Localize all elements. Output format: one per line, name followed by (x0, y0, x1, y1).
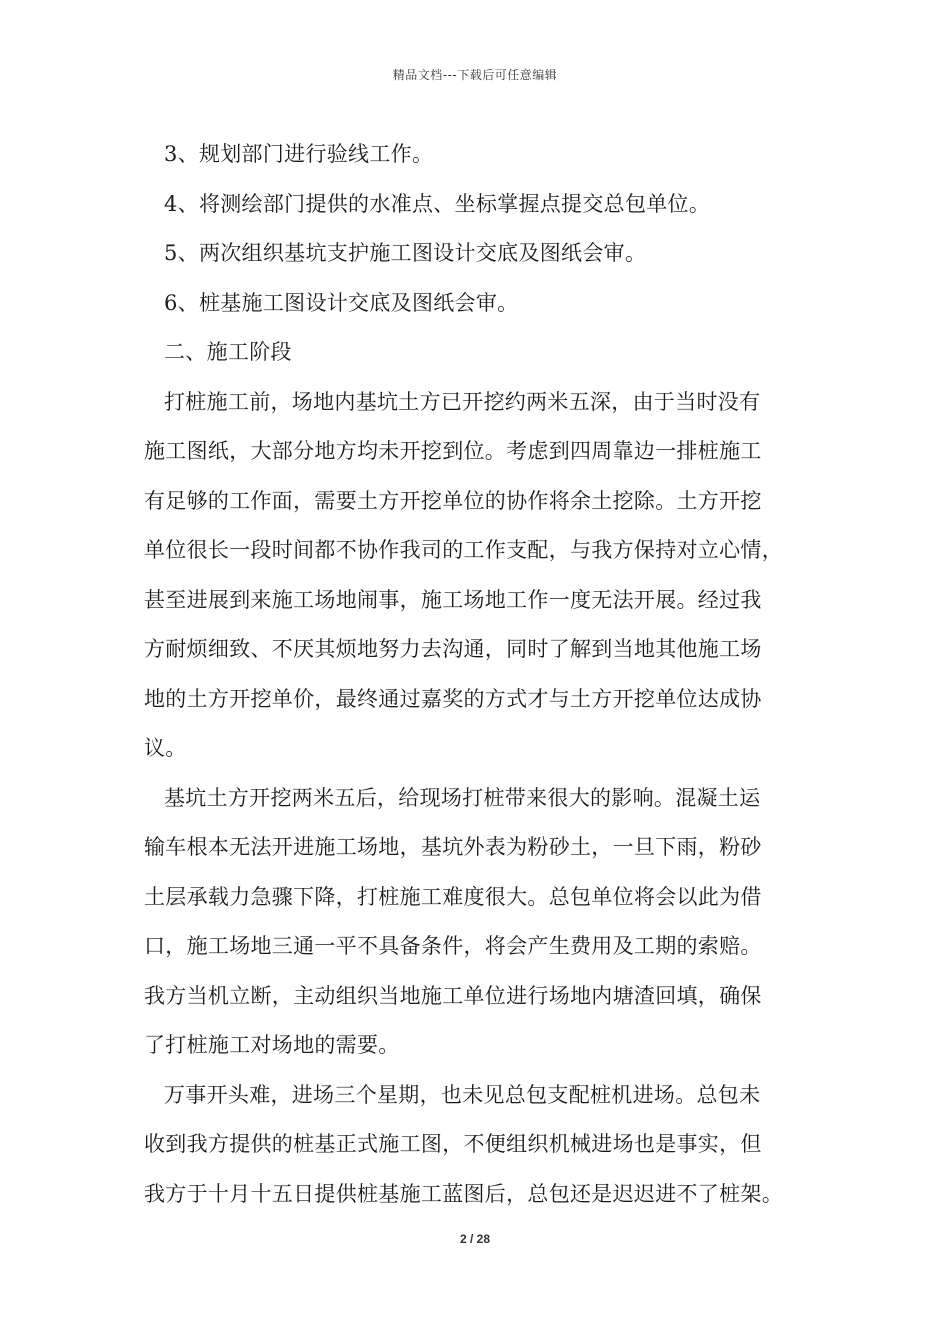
paragraph (144, 1071, 816, 1220)
page-number: 2 / 28 (459, 1232, 491, 1246)
paragraph-line: 地的土方开挖单价，最终通过嘉奖的方式才与土方开挖单位达成协 (144, 686, 762, 711)
list-item: 3、规划部门进行验线工作。 (164, 142, 434, 166)
paragraph-line: 土层承载力急骤下降，打桩施工难度很大。总包单位将会以此为借 (144, 884, 762, 909)
paragraph-line: 我方于十月十五日提供桩基施工蓝图后，总包还是迟迟进不了桩架。 (144, 1181, 783, 1206)
paragraph-line: 方耐烦细致、不厌其烦地努力去沟通，同时了解到当地其他施工场 (144, 637, 762, 661)
paragraph-line: 打桩施工前，场地内基坑土方已开挖约两米五深，由于当时没有 (164, 389, 761, 414)
paragraph-line: 议。 (144, 736, 187, 760)
section-heading: 二、施工阶段 (164, 340, 292, 364)
paragraph-line: 施工图纸，大部分地方均未开挖到位。考虑到四周靠边一排桩施工 (144, 439, 762, 463)
paragraph-line: 我方当机立断，主动组织当地施工单位进行场地内塘渣回填，确保 (144, 983, 762, 1008)
paragraph-line: 收到我方提供的桩基正式施工图，不便组织机械进场也是事实，但 (144, 1132, 762, 1156)
paragraph (144, 378, 816, 774)
list-item: 5、两次组织基坑支护施工图设计交底及图纸会审。 (164, 241, 647, 265)
page-header: 精品文档---下载后可任意编辑 (392, 68, 558, 82)
paragraph-line: 口，施工场地三通一平不具备条件，将会产生费用及工期的索赔。 (144, 934, 762, 958)
paragraph-line: 有足够的工作面，需要土方开挖单位的协作将余土挖除。土方开挖 (144, 488, 762, 513)
paragraph-line: 甚至进展到来施工场地闹事，施工场地工作一度无法开展。经过我 (144, 587, 762, 612)
document-body (144, 130, 816, 1219)
list-item: 4、将测绘部门提供的水准点、坐标掌握点提交总包单位。 (164, 191, 711, 216)
paragraph-line: 输车根本无法开进施工场地，基坑外表为粉砂土，一旦下雨，粉砂 (144, 835, 762, 859)
paragraph-line: 单位很长一段时间都不协作我司的工作支配，与我方保持对立心情， (144, 538, 783, 562)
paragraph-line: 了打桩施工对场地的需要。 (144, 1033, 400, 1057)
paragraph-line: 基坑土方开挖两米五后，给现场打桩带来很大的影响。混凝土运 (164, 785, 761, 810)
list-item: 6、桩基施工图设计交底及图纸会审。 (164, 290, 519, 315)
paragraph (144, 774, 816, 1071)
paragraph-line: 万事开头难，进场三个星期，也未见总包支配桩机进场。总包未 (164, 1082, 761, 1107)
